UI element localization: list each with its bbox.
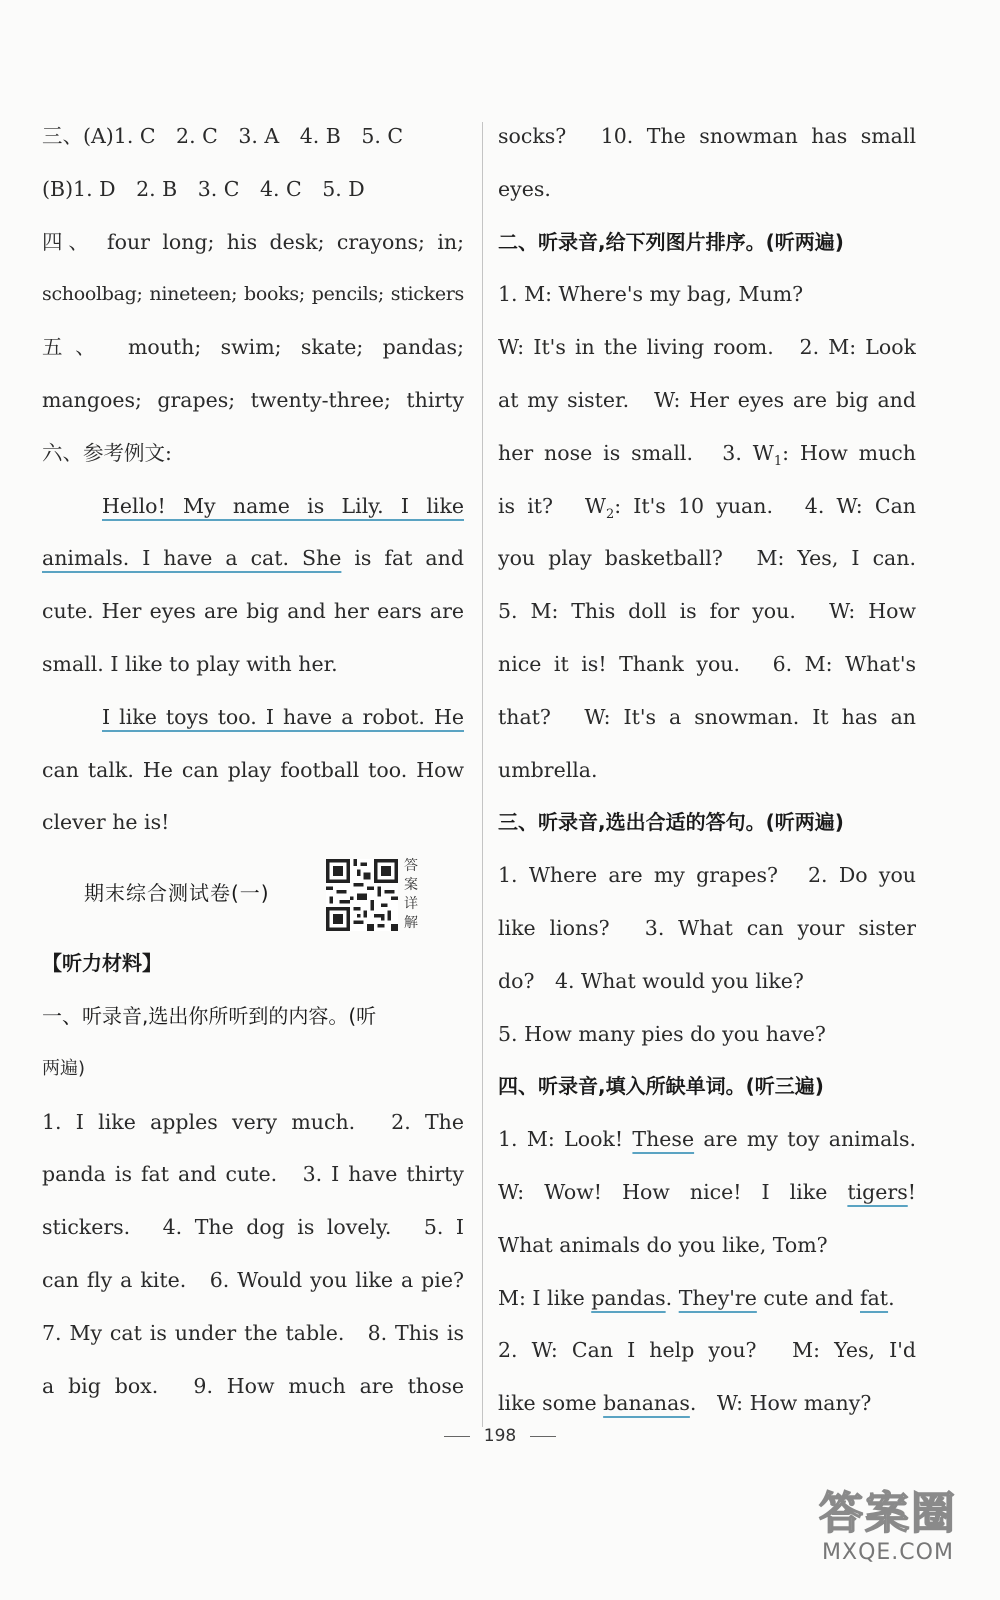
watermark-logo-text: 答案圈 bbox=[819, 1488, 957, 1539]
listening-heading: 【听力材料】 bbox=[42, 951, 162, 976]
fill-in-line: What animals do you like, Tom? bbox=[498, 1232, 828, 1257]
right-column bbox=[498, 110, 916, 1430]
answer-section-5-line1: 五、 mouth; swim; skate; pandas; bbox=[42, 335, 464, 360]
filled-word: These bbox=[632, 1127, 695, 1152]
fill-in-line: W: Wow! How nice! I like tigers! bbox=[498, 1179, 916, 1204]
site-watermark bbox=[798, 1488, 978, 1588]
listening-part1-heading: 一、听录音,选出你所听到的内容。(听 bbox=[42, 1003, 377, 1028]
listening-text-line: socks? 10. The snowman has small bbox=[498, 124, 916, 148]
essay-line bbox=[42, 480, 464, 533]
essay-line: animals. I have a cat. She is fat and bbox=[42, 546, 464, 571]
listening-text-line: 7. My cat is under the table. 8. This is bbox=[42, 1320, 464, 1345]
essay-line: cute. Her eyes are big and her ears are bbox=[42, 599, 464, 624]
question-line: 5. How many pies do you have? bbox=[498, 1021, 826, 1046]
listening-text-line: 1. I like apples very much. 2. The bbox=[42, 1109, 464, 1134]
dialogue-line: W: It's in the living room. 2. M: Look bbox=[498, 335, 916, 360]
filled-word: pandas bbox=[591, 1285, 666, 1310]
listening-part4-heading: 四、听录音,填入所缺单词。(听三遍) bbox=[498, 1074, 824, 1099]
essay-line: clever he is! bbox=[42, 810, 170, 835]
fill-in-line: 2. W: Can I help you? M: Yes, I'd bbox=[498, 1338, 916, 1363]
listening-text-line: stickers. 4. The dog is lovely. 5. I bbox=[42, 1215, 464, 1240]
test-title-row bbox=[42, 857, 464, 937]
page-footer bbox=[0, 1426, 1000, 1446]
column-divider bbox=[482, 122, 483, 1427]
essay-underlined-text: I like toys too. I have a robot. He bbox=[102, 704, 464, 729]
answer-section-3b: (B)1. D 2. B 3. C 4. C 5. D bbox=[42, 176, 365, 201]
footer-dash-right bbox=[530, 1436, 556, 1437]
essay-underlined-text: animals. I have a cat. She bbox=[42, 546, 342, 571]
dialogue-line: nice it is! Thank you. 6. M: What's bbox=[498, 651, 916, 676]
listening-text-line: can fly a kite. 6. Would you like a pie? bbox=[42, 1267, 464, 1292]
filled-word: fat bbox=[860, 1285, 889, 1310]
test-title: 期末综合测试卷(一) bbox=[84, 881, 270, 906]
listening-part1-heading-cont: 两遍) bbox=[42, 1057, 86, 1079]
filled-word: bananas bbox=[603, 1391, 690, 1416]
listening-text-line: eyes. bbox=[498, 176, 551, 201]
listening-text-line: a big box. 9. How much are those bbox=[42, 1373, 464, 1398]
qr-caption: 答案详解 bbox=[404, 858, 418, 932]
essay-line: small. I like to play with her. bbox=[42, 651, 338, 676]
listening-part2-heading: 二、听录音,给下列图片排序。(听两遍) bbox=[498, 229, 844, 254]
dialogue-line: you play basketball? M: Yes, I can. bbox=[498, 546, 916, 571]
page-number: 198 bbox=[483, 1426, 517, 1446]
answer-section-4-line1: 四、 four long; his desk; crayons; in; bbox=[42, 229, 464, 254]
filled-word: tigers bbox=[847, 1179, 908, 1204]
dialogue-line: 1. M: Where's my bag, Mum? bbox=[498, 282, 804, 307]
filled-word: They're bbox=[678, 1285, 757, 1310]
question-line: 1. Where are my grapes? 2. Do you bbox=[498, 863, 916, 888]
dialogue-line: is it? $W_2$: It's 10 yuan. 4. W: Can bbox=[498, 493, 916, 522]
essay-line bbox=[42, 691, 464, 744]
dialogue-line: 5. M: This doll is for you. W: How bbox=[498, 599, 916, 624]
footer-dash-left bbox=[444, 1436, 470, 1437]
listening-part3-heading: 三、听录音,选出合适的答句。(听两遍) bbox=[498, 810, 844, 835]
answer-section-4-line2: schoolbag; nineteen; books; pencils; stickers bbox=[42, 283, 464, 306]
essay-line: can talk. He can play football too. How bbox=[42, 757, 464, 782]
listening-text-line: panda is fat and cute. 3. I have thirty bbox=[42, 1162, 464, 1187]
qr-code-icon[interactable] bbox=[326, 859, 398, 931]
fill-in-line: like some bananas. W: How many? bbox=[498, 1391, 872, 1416]
essay-underlined-text: Hello! My name is Lily. I like bbox=[102, 493, 464, 518]
question-line: like lions? 3. What can your sister bbox=[498, 915, 916, 940]
answer-section-5-line2: mangoes; grapes; twenty-three; thirty bbox=[42, 387, 464, 412]
question-line: do? 4. What would you like? bbox=[498, 968, 804, 993]
dialogue-line: that? W: It's a snowman. It has an bbox=[498, 704, 916, 729]
left-column bbox=[42, 110, 464, 1412]
fill-in-line: M: I like pandas. They're cute and fat. bbox=[498, 1285, 895, 1310]
watermark-url: MXQE.COM bbox=[822, 1540, 954, 1565]
dialogue-line: umbrella. bbox=[498, 757, 598, 782]
answer-section-6-heading: 六、参考例文: bbox=[42, 440, 172, 465]
dialogue-line: at my sister. W: Her eyes are big and bbox=[498, 387, 916, 412]
answer-section-3a: 三、(A)1. C 2. C 3. A 4. B 5. C bbox=[42, 124, 404, 148]
dialogue-line: her nose is small. 3. $W_1$: How much bbox=[498, 440, 916, 469]
fill-in-line: 1. M: Look! These are my toy animals. bbox=[498, 1127, 916, 1152]
